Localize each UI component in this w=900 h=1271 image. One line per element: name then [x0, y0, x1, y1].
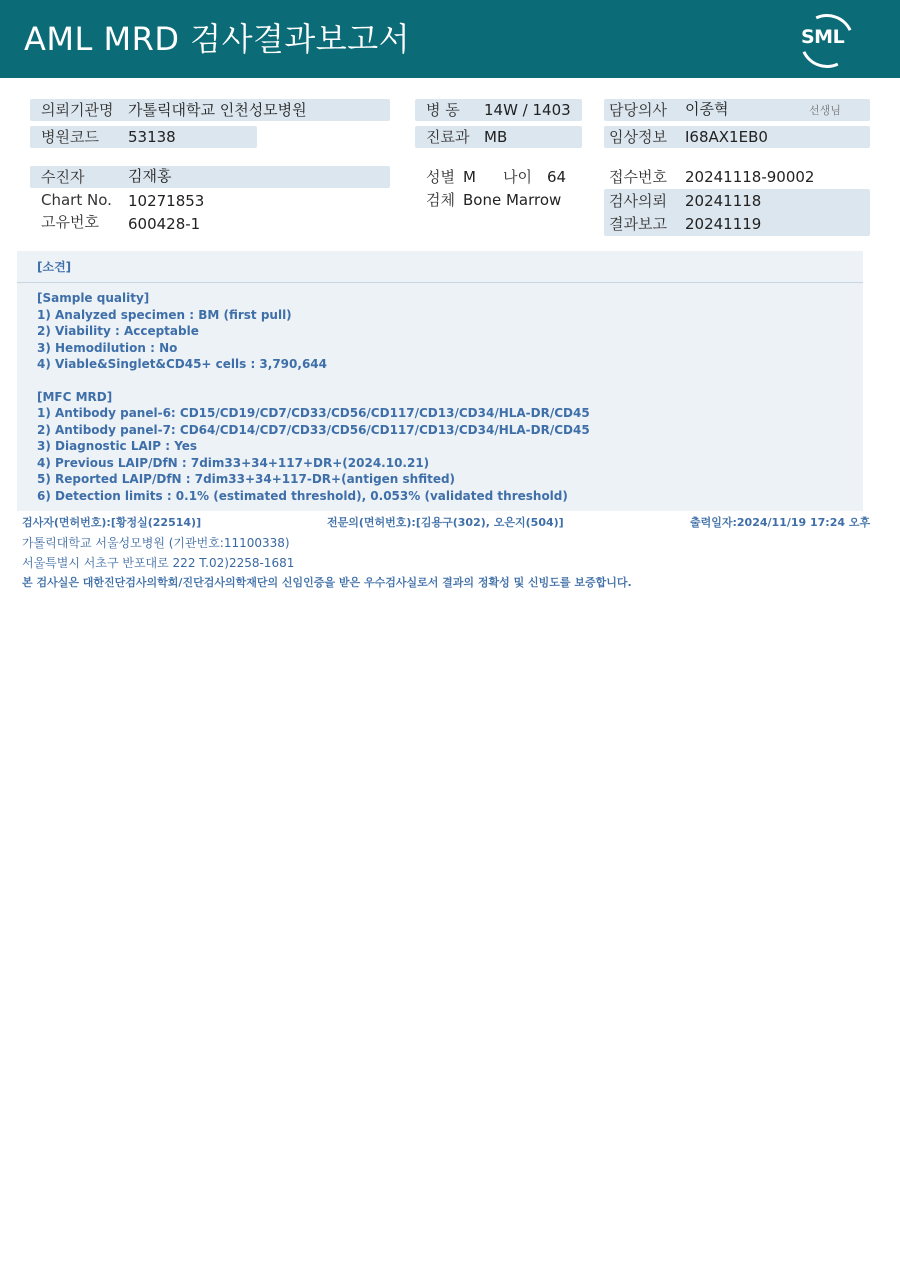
- findings-line: [MFC MRD]: [37, 390, 113, 404]
- patient-value: 김재홍: [128, 167, 172, 185]
- request-label: 검사의뢰: [609, 192, 667, 210]
- clinical-value: I68AX1EB0: [685, 128, 768, 146]
- findings-line: 5) Reported LAIP/DfN : 7dim33+34+117-DR+(antigen shfited): [37, 472, 456, 486]
- hospital-code-value: 53138: [128, 128, 176, 146]
- hospital-info: 가톨릭대학교 서울성모병원 (기관번호:11100338): [22, 536, 290, 550]
- chart-label: Chart No.: [41, 191, 112, 209]
- hospital-code-label: 병원코드: [41, 128, 99, 146]
- findings-line: [Sample quality]: [37, 291, 150, 305]
- logo-text: SML: [801, 26, 845, 48]
- findings-line: 6) Detection limits : 0.1% (estimated threshold), 0.053% (validated threshold): [37, 489, 568, 503]
- findings-line: 2) Antibody panel-7: CD64/CD14/CD7/CD33/CD56/CD117/CD13/CD34/HLA-DR/CD45: [37, 423, 590, 437]
- report-value: 20241119: [685, 215, 762, 233]
- doctor-label: 담당의사: [609, 101, 667, 119]
- dept-value: MB: [484, 128, 508, 146]
- findings-heading-bar: [17, 251, 863, 283]
- ward-label: 병 동: [426, 101, 460, 119]
- sex-value: M: [463, 168, 476, 186]
- specimen-value: Bone Marrow: [463, 191, 562, 209]
- unique-label: 고유번호: [41, 213, 99, 231]
- specialist-info: 전문의(면허번호):[김용구(302), 오은지(504)]: [327, 516, 564, 529]
- dept-label: 진료과: [426, 128, 470, 146]
- sml-logo: [796, 12, 856, 66]
- findings-line: 4) Viable&Singlet&CD45+ cells : 3,790,644: [37, 357, 327, 371]
- address-info: 서울특별시 서초구 반포대로 222 T.02)2258-1681: [22, 556, 295, 570]
- findings-line: 2) Viability : Acceptable: [37, 324, 199, 338]
- findings-heading: [소견]: [37, 260, 72, 274]
- findings-line: 1) Analyzed specimen : BM (first pull): [37, 308, 292, 322]
- receipt-label: 접수번호: [609, 168, 667, 186]
- findings-line: 1) Antibody panel-6: CD15/CD19/CD7/CD33/CD56/CD117/CD13/CD34/HLA-DR/CD45: [37, 406, 590, 420]
- doctor-suffix: 선생님: [809, 104, 841, 117]
- unique-value: 600428-1: [128, 215, 201, 233]
- age-value: 64: [547, 168, 567, 186]
- findings-line: 3) Diagnostic LAIP : Yes: [37, 439, 198, 453]
- print-date: 출력일자:2024/11/19 17:24 오후: [690, 516, 871, 529]
- clinical-label: 임상정보: [609, 128, 667, 146]
- report-title: AML MRD 검사결과보고서: [24, 20, 411, 58]
- request-value: 20241118: [685, 192, 762, 210]
- specimen-label: 검체: [426, 191, 455, 209]
- report-header: [0, 0, 900, 78]
- institution-value: 가톨릭대학교 인천성모병원: [128, 101, 307, 119]
- patient-label: 수진자: [41, 168, 85, 186]
- institution-label: 의뢰기관명: [41, 101, 114, 119]
- findings-line: 4) Previous LAIP/DfN : 7dim33+34+117+DR+(2024.10.21): [37, 456, 430, 470]
- report-label: 결과보고: [609, 215, 667, 233]
- tester-info: 검사자(면허번호):[황정실(22514)]: [22, 516, 202, 529]
- receipt-value: 20241118-90002: [685, 168, 815, 186]
- certification-notice: 본 검사실은 대한진단검사의학회/진단검사의학재단의 신임인증을 받은 우수검사실로서 결과의 정확성 및 신빙도를 보증합니다.: [22, 576, 632, 589]
- sex-label: 성별: [426, 168, 455, 186]
- findings-line: 3) Hemodilution : No: [37, 341, 178, 355]
- age-label: 나이: [503, 168, 532, 186]
- chart-value: 10271853: [128, 192, 205, 210]
- ward-value: 14W / 1403: [484, 101, 571, 119]
- findings-panel: [17, 251, 863, 511]
- doctor-value: 이종혁: [685, 100, 729, 118]
